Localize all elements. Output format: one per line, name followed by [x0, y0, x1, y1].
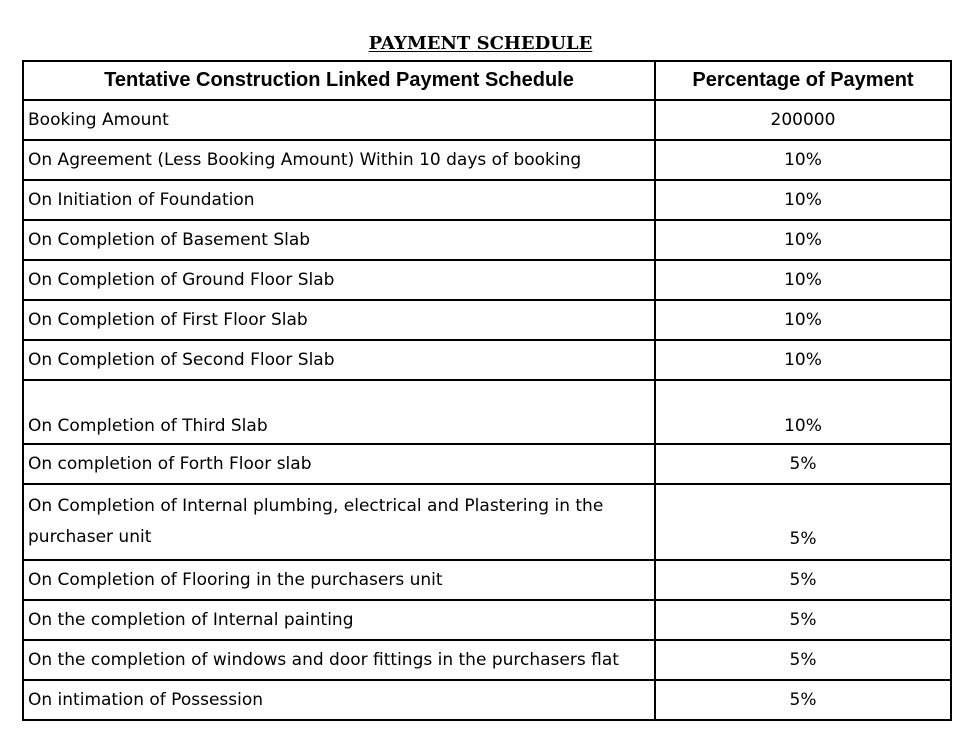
percentage-cell: 10%	[655, 260, 951, 300]
table-row	[23, 260, 951, 300]
stage-cell: On the completion of windows and door fittings in the purchasers flat	[23, 640, 655, 680]
percentage-cell: 10%	[655, 340, 951, 380]
percentage-cell: 5%	[655, 680, 951, 720]
percentage-cell: 10%	[655, 380, 951, 444]
stage-cell: On intimation of Possession	[23, 680, 655, 720]
stage-cell: On Completion of Flooring in the purchasers unit	[23, 560, 655, 600]
stage-cell: On the completion of Internal painting	[23, 600, 655, 640]
percentage-cell: 5%	[655, 640, 951, 680]
stage-cell: On Completion of Ground Floor Slab	[23, 260, 655, 300]
column-header-stage: Tentative Construction Linked Payment Schedule	[23, 61, 655, 100]
table-row	[23, 340, 951, 380]
percentage-cell: 10%	[655, 220, 951, 260]
table-row	[23, 140, 951, 180]
percentage-cell: 5%	[655, 484, 951, 560]
percentage-cell: 10%	[655, 300, 951, 340]
table-row	[23, 444, 951, 484]
stage-cell: On Completion of Third Slab	[23, 380, 655, 444]
percentage-cell: 10%	[655, 180, 951, 220]
table-row	[23, 484, 951, 560]
table-row	[23, 640, 951, 680]
table-row	[23, 180, 951, 220]
stage-cell: On Completion of Basement Slab	[23, 220, 655, 260]
percentage-cell: 5%	[655, 444, 951, 484]
stage-cell: On Completion of Internal plumbing, electrical and Plastering in the purchaser unit	[23, 484, 655, 560]
table-row	[23, 380, 951, 444]
page-title: PAYMENT SCHEDULE	[368, 33, 593, 54]
table-row	[23, 560, 951, 600]
payment-schedule-table	[22, 60, 952, 721]
table-header-row	[23, 61, 951, 100]
column-header-percentage: Percentage of Payment	[655, 61, 951, 100]
table-row	[23, 300, 951, 340]
stage-cell: On Completion of First Floor Slab	[23, 300, 655, 340]
table-row	[23, 220, 951, 260]
table-row	[23, 680, 951, 720]
percentage-cell: 10%	[655, 140, 951, 180]
table-row	[23, 100, 951, 140]
percentage-cell: 5%	[655, 560, 951, 600]
stage-cell: On Initiation of Foundation	[23, 180, 655, 220]
stage-cell: On completion of Forth Floor slab	[23, 444, 655, 484]
stage-cell: Booking Amount	[23, 100, 655, 140]
stage-cell: On Agreement (Less Booking Amount) Within 10 days of booking	[23, 140, 655, 180]
table-row	[23, 600, 951, 640]
stage-cell: On Completion of Second Floor Slab	[23, 340, 655, 380]
percentage-cell: 5%	[655, 600, 951, 640]
percentage-cell: 200000	[655, 100, 951, 140]
